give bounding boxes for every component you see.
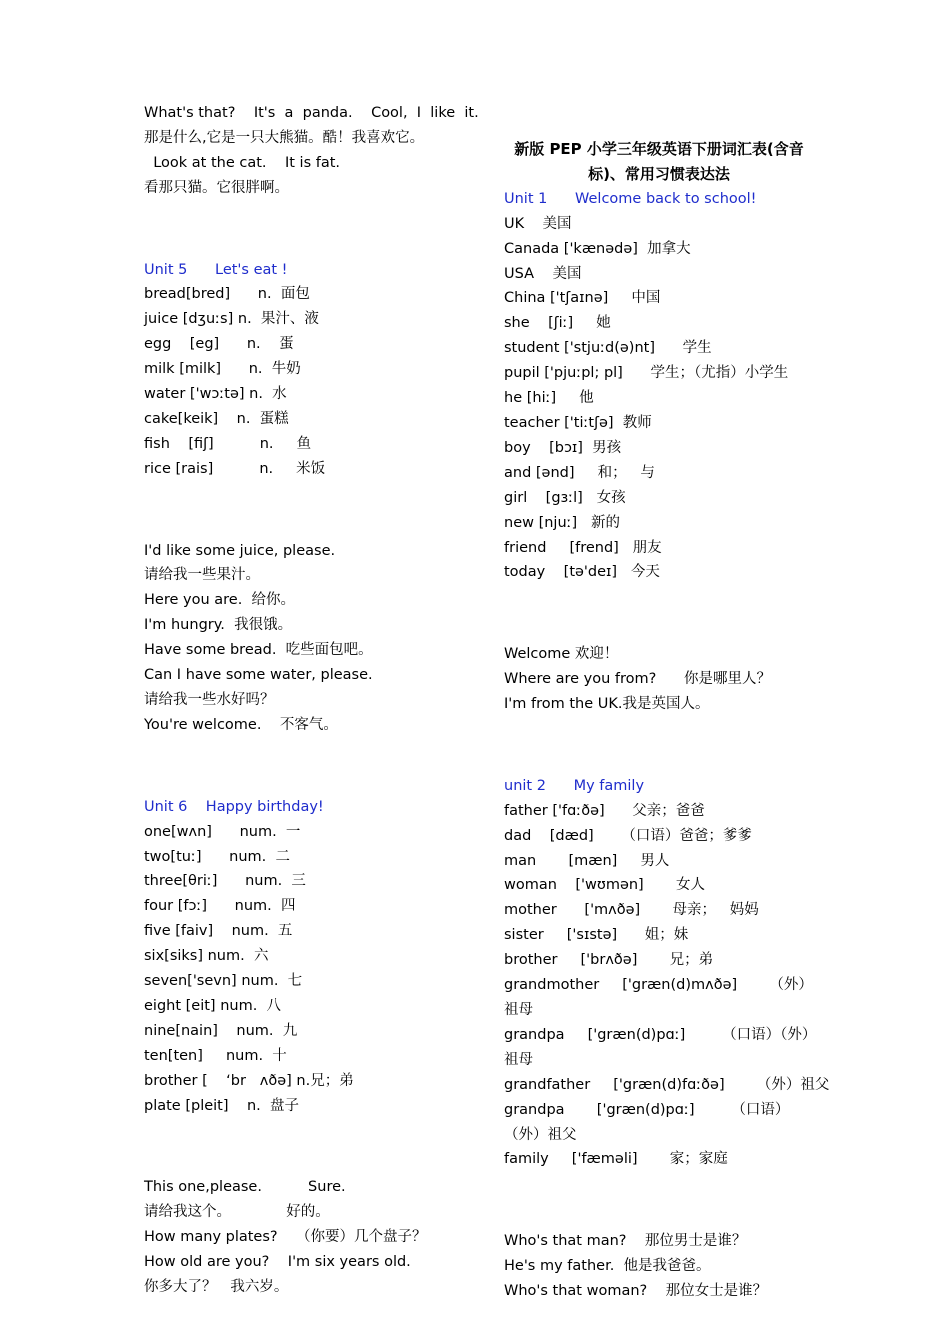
document-title: 新版 PEP 小学三年级英语下册词汇表(含音标)、常用习惯表达法 (514, 140, 804, 183)
text-line: Can I have some water, please. (144, 667, 373, 684)
right-column (504, 101, 830, 1304)
text-line: rice [rais] n. 米饭 (144, 460, 326, 477)
text-line: mother ['mʌðə] 母亲； 妈妈 (504, 902, 759, 919)
text-line: six[siks] num. 六 (144, 948, 269, 965)
text-line: Have some bread. 吃些面包吧。 (144, 642, 373, 659)
text-line: China ['tʃaɪnə] 中国 (504, 290, 661, 307)
text-line: grandmother ['græn(d)mʌðə] （外）祖母 (504, 977, 813, 1018)
title-spacer (504, 101, 814, 137)
text-line: 请给我一些果汁。 (144, 567, 260, 584)
text-line: Where are you from? 你是哪里人？ (504, 671, 772, 688)
blank-line (504, 733, 814, 758)
text-line: father ['fɑːðə] 父亲；爸爸 (504, 802, 705, 819)
text-line: 看那只猫。它很胖啊。 (144, 179, 289, 196)
text-line: Who's that woman? 那位女士是谁？ (504, 1283, 768, 1300)
text-line: family ['fæməli] 家；家庭 (504, 1151, 728, 1168)
text-line: How old are you? I'm six years old. (144, 1254, 411, 1271)
blank-line (144, 754, 464, 779)
text-line: 那是什么,它是一只大熊猫。酷！我喜欢它。 (144, 129, 425, 146)
text-line: I'm from the UK.我是英国人。 (504, 696, 710, 713)
text-line: woman ['wʊmən] 女人 (504, 877, 705, 894)
text-line: friend [frend] 朋友 (504, 539, 662, 556)
text-line: plate [pleit] n. 盘子 (144, 1097, 299, 1114)
text-line: bread[bred] n. 面包 (144, 286, 310, 303)
text-line: five [faiv] num. 五 (144, 923, 293, 940)
text-line: What's that? It's a panda. Cool, I like it. (144, 105, 479, 121)
blank-line (144, 498, 464, 523)
text-line: egg [eg] n. 蛋 (144, 336, 294, 353)
text-line: Look at the cat. It is fat. (144, 154, 341, 171)
blank-line (504, 601, 814, 626)
text-line: girl [gɜːl] 女孩 (504, 489, 626, 506)
text-line: four [fɔː] num. 四 (144, 898, 296, 915)
text-line: nine[nain] num. 九 (144, 1022, 298, 1039)
text-line: seven['sevn] num. 七 (144, 973, 303, 990)
text-line: 你多大了？ 我六岁。 (144, 1279, 289, 1295)
unit-heading: Unit 1 Welcome back to school! (504, 190, 757, 207)
text-line: new [njuː] 新的 (504, 514, 621, 531)
text-line: Here you are. 给你。 (144, 592, 296, 609)
blank-line (144, 217, 464, 242)
text-line: man [mæn] 男人 (504, 852, 670, 869)
text-line: USA 美国 (504, 265, 582, 282)
text-line: he [hiː] 他 (504, 390, 594, 407)
text-line: ten[ten] num. 十 (144, 1047, 287, 1064)
text-line: Canada ['kænədə] 加拿大 (504, 240, 691, 257)
text-line: How many plates? （你要）几个盘子？ (144, 1229, 427, 1246)
text-line: Who's that man? 那位男士是谁？ (504, 1233, 747, 1250)
text-line: pupil ['pjuːpl; pl] 学生；（尤指）小学生 (504, 365, 789, 382)
text-line: one[wʌn] num. 一 (144, 823, 301, 840)
text-line: grandfather ['græn(d)fɑːðə] （外）祖父 (504, 1076, 830, 1093)
unit-heading: Unit 5 Let's eat ! (144, 261, 288, 278)
text-line: fish [fiʃ] n. 鱼 (144, 435, 312, 452)
text-line: juice [dʒuːs] n. 果汁、液 (144, 311, 319, 328)
text-line: grandpa ['græn(d)pɑː] （口语）（外）祖母 (504, 1026, 810, 1068)
text-line: This one,please. Sure. (144, 1179, 346, 1196)
text-line: dad [dæd] （口语）爸爸；爹爹 (504, 827, 752, 844)
text-line: and [ənd] 和； 与 (504, 464, 655, 481)
text-line: student ['stjuːd(ə)nt] 学生 (504, 340, 712, 357)
text-line: You're welcome. 不客气。 (144, 716, 338, 733)
blank-line (144, 1134, 464, 1159)
text-line: eight [eit] num. 八 (144, 997, 282, 1014)
text-line: water ['wɔːtə] n. 水 (144, 386, 287, 403)
text-line: 请给我一些水好吗？ (144, 692, 275, 708)
text-line: today [tə'deɪ] 今天 (504, 564, 660, 581)
unit-heading: Unit 6 Happy birthday! (144, 798, 324, 815)
text-line: cake[keik] n. 蛋糕 (144, 410, 289, 427)
unit-heading: unit 2 My family (504, 777, 645, 794)
text-line: brother ['brʌðə] 兄；弟 (504, 952, 714, 969)
text-line: two[tuː] num. 二 (144, 848, 290, 865)
text-line: sister ['sɪstə] 姐；妹 (504, 927, 689, 944)
text-line: she [ʃiː] 她 (504, 315, 611, 332)
text-line: I'd like some juice, please. (144, 542, 336, 559)
text-line: milk [milk] n. 牛奶 (144, 361, 301, 378)
text-line: teacher ['tiːtʃə] 教师 (504, 414, 652, 431)
text-line: brother [ ‘br ʌðə] n.兄；弟 (144, 1072, 354, 1089)
blank-line (504, 1188, 814, 1213)
text-line: 请给我这个。 好的。 (144, 1204, 330, 1221)
text-line: three[θriː] num. 三 (144, 873, 306, 890)
text-line: He's my father. 他是我爸爸。 (504, 1258, 711, 1275)
text-line: I'm hungry. 我很饿。 (144, 617, 293, 634)
right-lines (504, 187, 830, 1304)
text-line: Welcome 欢迎！ (504, 646, 619, 663)
text-line: grandpa ['græn(d)pɑː] （口语）（外）祖父 (504, 1101, 790, 1143)
left-column (144, 101, 479, 1300)
text-line: boy [bɔɪ] 男孩 (504, 439, 622, 456)
text-line: UK 美国 (504, 215, 572, 232)
